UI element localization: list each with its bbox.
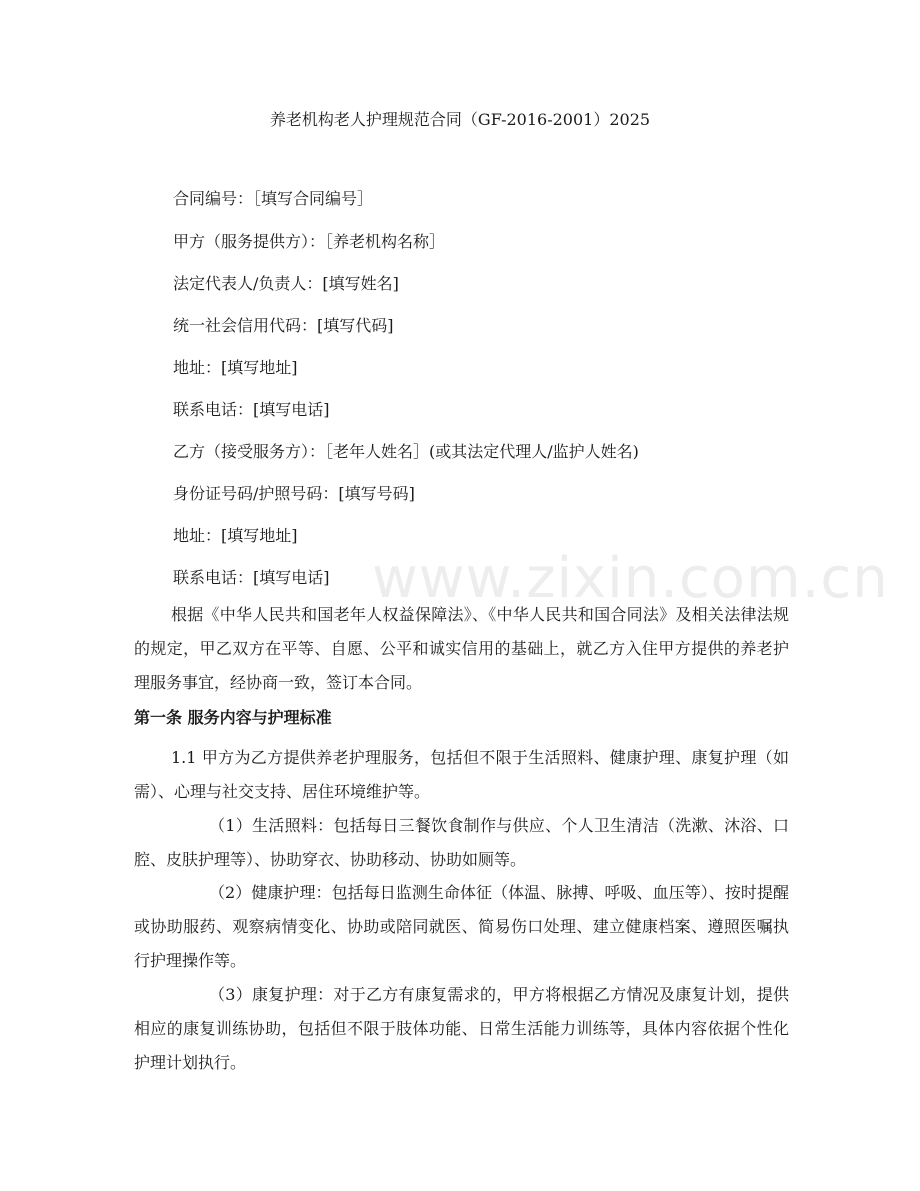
preamble-paragraph: 根据《中华人民共和国老年人权益保障法》、《中华人民共和国合同法》及相关法律法规的规定，甲乙双方在平等、自愿、公平和诚实信用的基础上，就乙方入住甲方提供的养老护理服务事宜，经协商一致，签订本合同。 [134, 605, 789, 692]
party-b-phone-line: 联系电话：[填写电话] [173, 568, 330, 587]
clause-1-1: 1.1 甲方为乙方提供养老护理服务，包括但不限于生活照料、健康护理、康复护理（如需）、心理与社交支持、居住环境维护等。 [134, 748, 789, 801]
item-daily-care: （1）生活照料：包括每日三餐饮食制作与供应、个人卫生清洁（洗漱、沐浴、口腔、皮肤护理等）、协助穿衣、协助移动、协助如厕等。 [134, 816, 789, 869]
party-a-phone-line: 联系电话：[填写电话] [173, 400, 330, 419]
party-b-line: 乙方（接受服务方）：［老年人姓名］(或其法定代理人/监护人姓名) [173, 442, 639, 461]
legal-rep-line: 法定代表人/负责人：[填写姓名] [173, 274, 399, 293]
item-health-care: （2）健康护理：包括每日监测生命体征（体温、脉搏、呼吸、血压等）、按时提醒或协助服药、观察病情变化、协助或陪同就医、简易伤口处理、建立健康档案、遵照医嘱执行护理操作等。 [134, 883, 789, 970]
id-number-line: 身份证号码/护照号码：[填写号码] [173, 484, 415, 503]
item-rehab-care: （3）康复护理：对于乙方有康复需求的，甲方将根据乙方情况及康复计划，提供相应的康复训练协助，包括但不限于肢体功能、日常生活能力训练等，具体内容依据个性化护理计划执行。 [134, 985, 789, 1072]
party-a-line: 甲方（服务提供方）：［养老机构名称］ [173, 232, 446, 251]
section-1-heading: 第一条 服务内容与护理标准 [134, 708, 332, 727]
party-b-address-line: 地址：[填写地址] [173, 526, 298, 545]
credit-code-line: 统一社会信用代码：[填写代码] [173, 316, 394, 335]
document-title: 养老机构老人护理规范合同（GF-2016-2001）2025 [269, 110, 651, 129]
contract-number-line: 合同编号：［填写合同编号］ [173, 189, 374, 208]
watermark: www.zixin.com.cn [372, 546, 889, 611]
party-a-address-line: 地址：[填写地址] [173, 358, 298, 377]
